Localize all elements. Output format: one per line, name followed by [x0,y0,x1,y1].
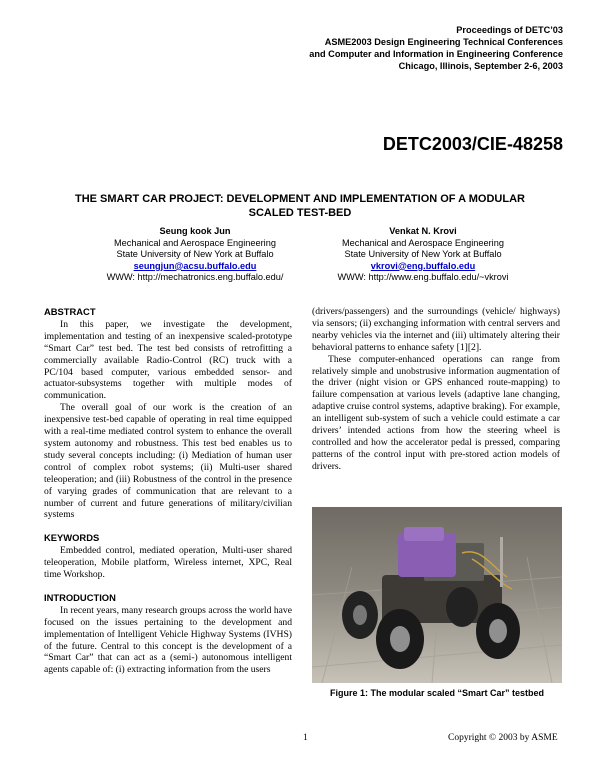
author-dept: Mechanical and Aerospace Engineering [114,237,276,248]
author-www: WWW: http://mechatronics.eng.buffalo.edu/ [106,272,284,283]
introduction-heading: INTRODUCTION [44,591,116,603]
left-column [44,306,292,676]
author-email-link[interactable]: seungjun@acsu.buffalo.edu [133,260,257,271]
figure-caption: Figure 1: The modular scaled “Smart Car” testbed [329,688,545,698]
abstract-paragraph: In this paper, we investigate the development, implementation and testing of an inexpensive scaled-prototype “Smart Car” test bed. The test bed consists of retrofitting a commercially available Radio-Control (RC) truck with a PC/104 based computer, various embedded sensor- and actuator-subsystems together with multiple modes of communication. [44,318,292,402]
intro-paragraph: These computer-enhanced operations can range from relatively simple and unobstrusive information augmentation of the driver (night vision or GPS enhanced route-mapping) to failure compensation at various levels (adaptive lane changing, adaptive cruise control systems, adaptive braking). For example, an intelligent sub-system of such a vehicle could estimate a car drivers’ intended actions from how the steering wheel is controlled and how the accelerator pedal is pressed, comparing patterns of the control input with pre-stored action models of drivers. [312,353,560,472]
proceedings-line: ASME2003 Design Engineering Technical Conferences [324,37,563,47]
title-line: SCALED TEST-BED [248,207,352,219]
author-univ: State University of New York at Buffalo [344,249,502,260]
author-block [308,226,538,284]
author-email-link[interactable]: vkrovi@eng.buffalo.edu [370,260,476,271]
author-name: Seung kook Jun [159,226,231,236]
intro-continuation: (drivers/passengers) and the surroundings (vehicle/ highways) via sensors; (ii) exchanging information with central servers and nearby vehicles via the internet and (iii) ultimately altering their behavioral patterns to enhance safety [1][2]. [312,306,560,353]
author-www: WWW: http://www.eng.buffalo.edu/~vkrovi [337,272,509,283]
copyright-notice: Copyright © 2003 by ASME [448,733,558,743]
abstract-paragraph: The overall goal of our work is the creation of an inexpensive test-bed capable of operating in real time equipped with a real-time mediated control system to enhance the overall system autonomy and robustness. This test bed enables us to study several concepts including: (i) Mediation of human user control of complex robot systems; (ii) Multi-user shared teleoperation; and (iii) Robustness of the control in the presence of varying grades of communication that are relevant to a number of current and future generations of military/civilian systems [44,402,292,521]
keywords-text: Embedded control, mediated operation, Multi-user shared teleoperation, Mobile platform, Wireless internet, XPC, Real time Workshop. [44,545,292,581]
author-univ: State University of New York at Buffalo [116,249,274,260]
title-line: THE SMART CAR PROJECT: DEVELOPMENT AND IMPLEMENTATION OF A MODULAR [75,193,525,205]
introduction-paragraph: In recent years, many research groups across the world have focused on the issues pertaining to the development and implementation of Intelligent Vehicle Highway Systems (IVHS) of the future. Central to this concept is the development of a “Smart Car” that can act as a (semi-) autonomous intelligent agents capable of: (i) extracting information from the users [44,604,292,676]
purple-body-top [404,527,444,541]
author-block [80,226,310,284]
proceedings-block [309,24,563,72]
keywords-heading: KEYWORDS [44,532,100,544]
figure-photo [312,507,562,683]
wheel-rear-right [446,587,478,627]
antenna-mast [500,537,503,587]
smart-car-photo-illustration [312,507,562,683]
page-number: 1 [303,733,308,743]
author-dept: Mechanical and Aerospace Engineering [342,237,504,248]
proceedings-line: Proceedings of DETC’03 [456,25,563,35]
right-column [312,306,560,473]
paper-id: DETC2003/CIE-48258 [382,134,563,154]
proceedings-line: and Computer and Information in Engineering Conference [309,49,563,59]
proceedings-line: Chicago, Illinois, September 2-6, 2003 [398,61,563,71]
abstract-heading: ABSTRACT [44,306,96,317]
author-name: Venkat N. Krovi [389,226,457,236]
paper-title [40,192,560,220]
